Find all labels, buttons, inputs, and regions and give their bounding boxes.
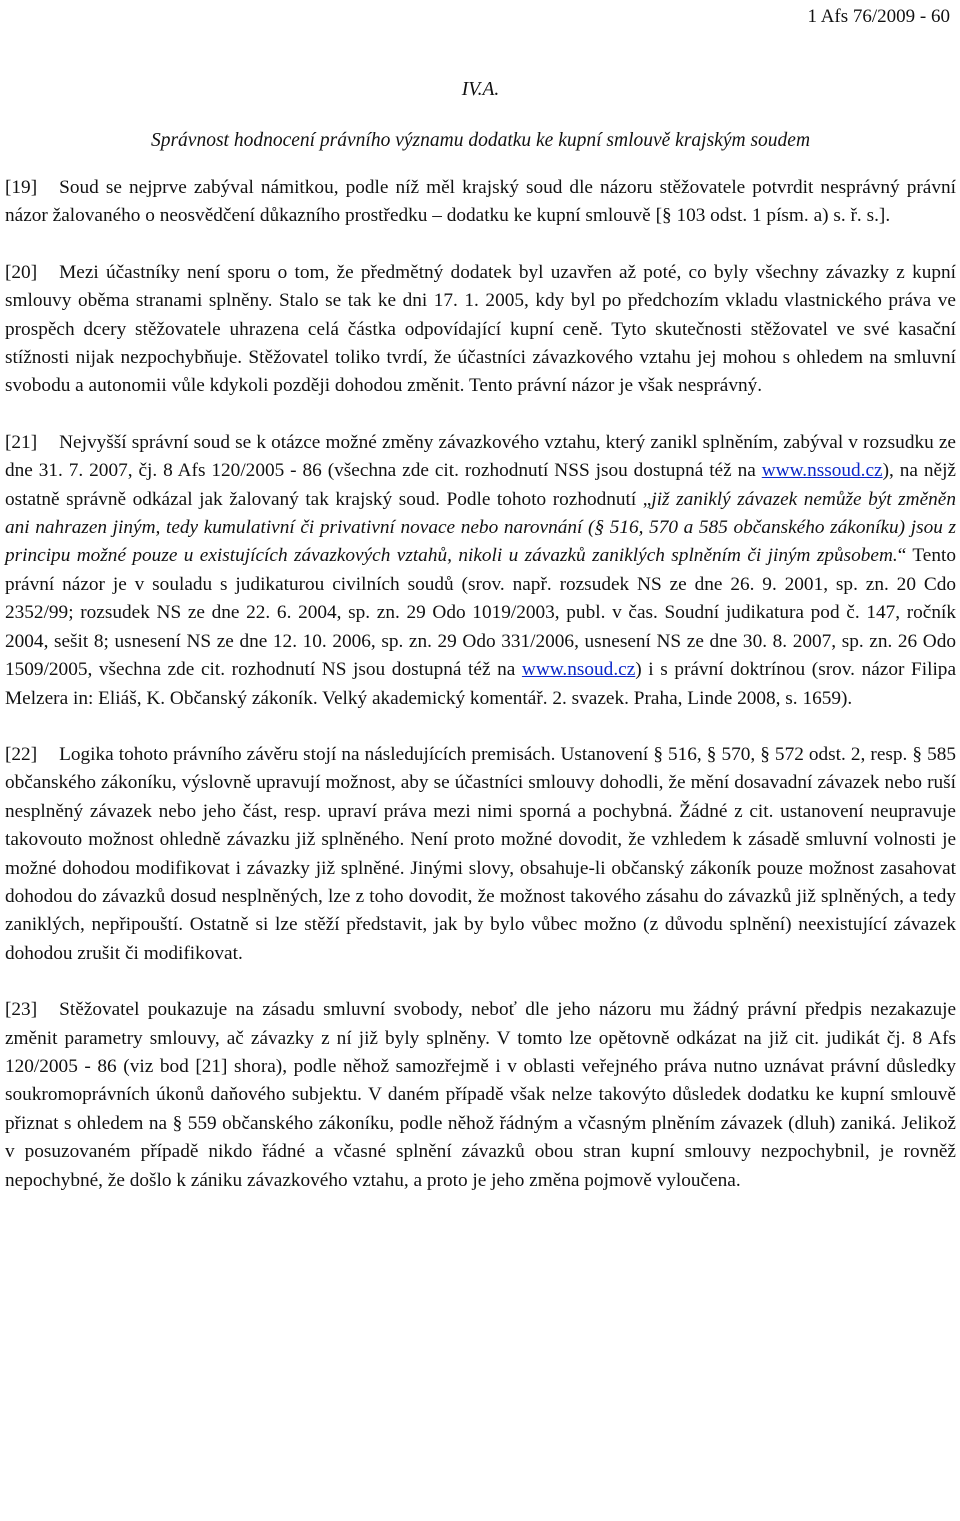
paragraph-20: [5, 259, 956, 401]
paragraph-number: [21]: [5, 431, 38, 453]
paragraph-number: [23]: [5, 999, 38, 1021]
paragraph-number: [22]: [5, 743, 38, 765]
paragraph-text: Stěžovatel poukazuje na zásadu smluvní svobody, neboť dle jeho názoru mu žádný právní předpis nezakazuje změnit parametry smlouvy, ač závazky z ní již byly splněny. V tomto lze opětovně odkázat na již cit. judikát čj. 8 Afs 120/2005 - 86 (viz bod [21] shora), podle něhož samozřejmě i v oblasti veřejného práva nutno uznávat právní důsledky soukromoprávních úkonů daňového subjektu. V daném případě však nelze takovýto důsledek dodatku ke kupní smlouvě přiznat s ohledem na § 559 občanského zákoníku, podle něhož řádným a včasným plněním závazek (dluh) zaniká. Jelikož v posuzovaném případě nikdo řádné a včasné splnění závazků obou stran kupní smlouvy nezpochybnil, je rovněž nepochybné, že došlo k zániku závazkového vztahu, a proto je jeho změna pojmově vyloučena.: [5, 999, 956, 1191]
page-reference: 1 Afs 76/2009 - 60: [807, 6, 950, 27]
paragraph-text: “ Tento právní názor je v souladu s judikaturou civilních soudů (srov. např. rozsudek NS ze dne 26. 9. 2001, sp. zn. 20 Cdo 2352/99; rozsudek NS ze dne 22. 6. 2004, sp. zn. 29 Odo 1019/2003, publ. v čas. Soudní judikatura pod č. 147, ročník 2004, sešit 8; usnesení NS ze dne 12. 10. 2006, sp. zn. 29 Odo 331/2006, usnesení NS ze dne 30. 8. 2007, sp. zn. 26 Odo 1509/2005, všechna zde cit. rozhodnutí NS jsou dostupná též na: [5, 545, 956, 681]
paragraph-23: [5, 996, 956, 1195]
nsoud-link[interactable]: www.nsoud.cz: [521, 659, 636, 681]
paragraph-number: [20]: [5, 261, 38, 283]
paragraph-text: ) i s právní doktrínou (srov. názor Filipa Melzera in: Eliáš, K. Občanský zákoník. Velký akademický komentář. 2. svazek. Praha, Linde 2008, s. 1659).: [5, 659, 956, 709]
quoted-decision: již zaniklý závazek nemůže být změněn ani nahrazen jiným, tedy kumulativní či privativní novace nebo narovnání (§ 516, 570 a 585 občanského zákoníku) jsou z principu možné pouze u existujících závazkových vztahů, nikoli u závazků zaniklých splněním či jiným způsobem.: [5, 488, 956, 567]
nssoud-link[interactable]: www.nssoud.cz: [761, 460, 883, 482]
paragraph-text: Mezi účastníky není sporu o tom, že předmětný dodatek byl uzavřen až poté, co byly všechny závazky z kupní smlouvy oběma stranami splněny. Stalo se tak ke dni 17. 1. 2005, kdy byl po předchozím vkladu vlastnického práva ve prospěch dcery stěžovatele uhrazena celá částka odpovídající kupní ceně. Tyto skutečnosti stěžovatel ve své kasační stížnosti nijak nezpochybňuje. Stěžovatel toliko tvrdí, že účastníci závazkového vztahu jej mohou s ohledem na smluvní svobodu a autonomii vůle kdykoli později dohodou změnit. Tento právní názor je však nesprávný.: [5, 261, 956, 397]
paragraph-22: [5, 741, 956, 968]
paragraph-text: Logika tohoto právního závěru stojí na následujících premisách. Ustanovení § 516, § 570, § 572 odst. 2, resp. § 585 občanského zákoníku, výslovně upravují možnost, aby se účastníci smlouvy dohodli, že mění dosavadní závazek nebo ruší nesplněný závazek nebo jeho část, resp. upraví práva mezi nimi sporná a pochybná. Žádné z cit. ustanovení neupravuje takovouto možnost ohledně závazku již splněného. Není proto možné dovodit, že vzhledem k zásadě smluvní volnosti je možné dohodou modifikovat i závazky již splněné. Jinými slovy, obsahuje-li občanský zákoník pouze možnost zasahovat dohodou do závazků dosud nesplněných, lze z toho dovodit, že možnost takového zásahu do závazků již splněných, a tedy zaniklých, nepřipouští. Ostatně si lze stěží představit, jak by bylo vůbec možno (z důvodu splnění) neexistující závazek dohodou zrušit či modifikovat.: [5, 743, 956, 964]
paragraph-19: [5, 174, 956, 231]
paragraph-text: Nejvyšší správní soud se k otázce možné změny závazkového vztahu, který zanikl splněním, zabýval v rozsudku ze dne 31. 7. 2007, čj. 8 Afs 120/2005 - 86 (všechna zde cit. rozhodnutí NSS jsou dostupná též na: [5, 431, 956, 482]
section-number: IV.A.: [461, 79, 500, 100]
section-title: Správnost hodnocení právního významu dodatku ke kupní smlouvě krajským soudem: [150, 130, 811, 151]
paragraph-number: [19]: [5, 177, 38, 198]
paragraph-21: [5, 429, 956, 713]
paragraph-text: ), na nějž ostatně správně odkázal jak žalovaný tak krajský soud. Podle tohoto rozhodnutí „: [5, 460, 956, 510]
paragraph-text: Soud se nejprve zabýval námitkou, podle níž měl krajský soud dle názoru stěžovatele potvrdit nesprávný právní názor žalovaného o neosvědčení důkazního prostředku – dodatku ke kupní smlouvě [§ 103 odst. 1 písm. a) s. ř. s.].: [5, 177, 956, 227]
